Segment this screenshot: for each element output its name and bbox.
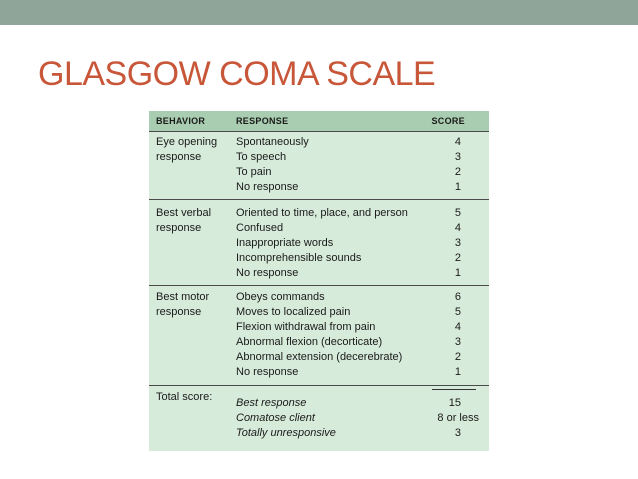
response-cell: Best response xyxy=(236,397,307,409)
table-row xyxy=(149,180,489,195)
score-cell: 3 xyxy=(454,237,461,249)
slide-title: GLASGOW COMA SCALE xyxy=(38,55,436,93)
table-row xyxy=(149,350,489,365)
table-header xyxy=(149,111,489,132)
score-cell: 2 xyxy=(454,166,461,178)
score-cell: 5 xyxy=(454,207,461,219)
table-row xyxy=(149,426,489,441)
section-eye-opening xyxy=(149,132,489,200)
table-row xyxy=(149,365,489,380)
table-row xyxy=(149,251,489,266)
score-cell: 3 xyxy=(454,427,461,439)
header-response: RESPONSE xyxy=(236,116,289,126)
section-total xyxy=(149,386,489,451)
table-row xyxy=(149,290,489,305)
glasgow-coma-scale-table xyxy=(149,111,489,451)
score-cell: 8 or less xyxy=(437,412,479,424)
response-cell: Moves to localized pain xyxy=(236,306,351,318)
table-row xyxy=(149,165,489,180)
behavior-eye-opening: Eye opening response xyxy=(156,136,218,163)
response-cell: Comatose client xyxy=(236,412,315,424)
section-verbal xyxy=(149,200,489,286)
score-cell: 4 xyxy=(454,222,461,234)
table-row xyxy=(149,150,489,165)
score-cell: 6 xyxy=(454,291,461,303)
response-cell: No response xyxy=(236,181,299,193)
response-cell: Oriented to time, place, and person xyxy=(236,207,408,219)
response-cell: Abnormal flexion (decorticate) xyxy=(236,336,383,348)
response-cell: Incomprehensible sounds xyxy=(236,252,362,264)
response-cell: Spontaneously xyxy=(236,136,309,148)
score-cell: 15 xyxy=(448,397,461,409)
score-cell: 2 xyxy=(454,351,461,363)
score-cell: 3 xyxy=(454,336,461,348)
table-row xyxy=(149,236,489,251)
behavior-total: Total score: xyxy=(156,391,213,403)
response-cell: Obeys commands xyxy=(236,291,325,303)
response-cell: Abnormal extension (decerebrate) xyxy=(236,351,403,363)
table-row xyxy=(149,335,489,350)
response-cell: No response xyxy=(236,267,299,279)
table-row xyxy=(149,396,489,411)
response-cell: To speech xyxy=(236,151,287,163)
score-cell: 5 xyxy=(454,306,461,318)
response-cell: Flexion withdrawal from pain xyxy=(236,321,376,333)
header-behavior: BEHAVIOR xyxy=(156,116,206,126)
response-cell: To pain xyxy=(236,166,272,178)
section-motor xyxy=(149,286,489,386)
score-cell: 2 xyxy=(454,252,461,264)
table-row xyxy=(149,320,489,335)
score-cell: 4 xyxy=(454,136,461,148)
table-row xyxy=(149,221,489,236)
response-cell: Totally unresponsive xyxy=(236,427,336,439)
score-cell: 1 xyxy=(454,366,461,378)
response-cell: No response xyxy=(236,366,299,378)
total-divider-line xyxy=(432,389,476,390)
table-row xyxy=(149,305,489,320)
table-row xyxy=(149,135,489,150)
behavior-verbal: Best verbal response xyxy=(156,207,212,234)
top-accent-bar xyxy=(0,0,638,25)
response-cell: Confused xyxy=(236,222,284,234)
score-cell: 4 xyxy=(454,321,461,333)
table-row xyxy=(149,206,489,221)
score-cell: 3 xyxy=(454,151,461,163)
table-row xyxy=(149,411,489,426)
header-score: SCORE xyxy=(431,116,465,126)
score-cell: 1 xyxy=(454,181,461,193)
behavior-motor: Best motor response xyxy=(156,291,210,318)
score-cell: 1 xyxy=(454,267,461,279)
table-row xyxy=(149,266,489,281)
response-cell: Inappropriate words xyxy=(236,237,334,249)
